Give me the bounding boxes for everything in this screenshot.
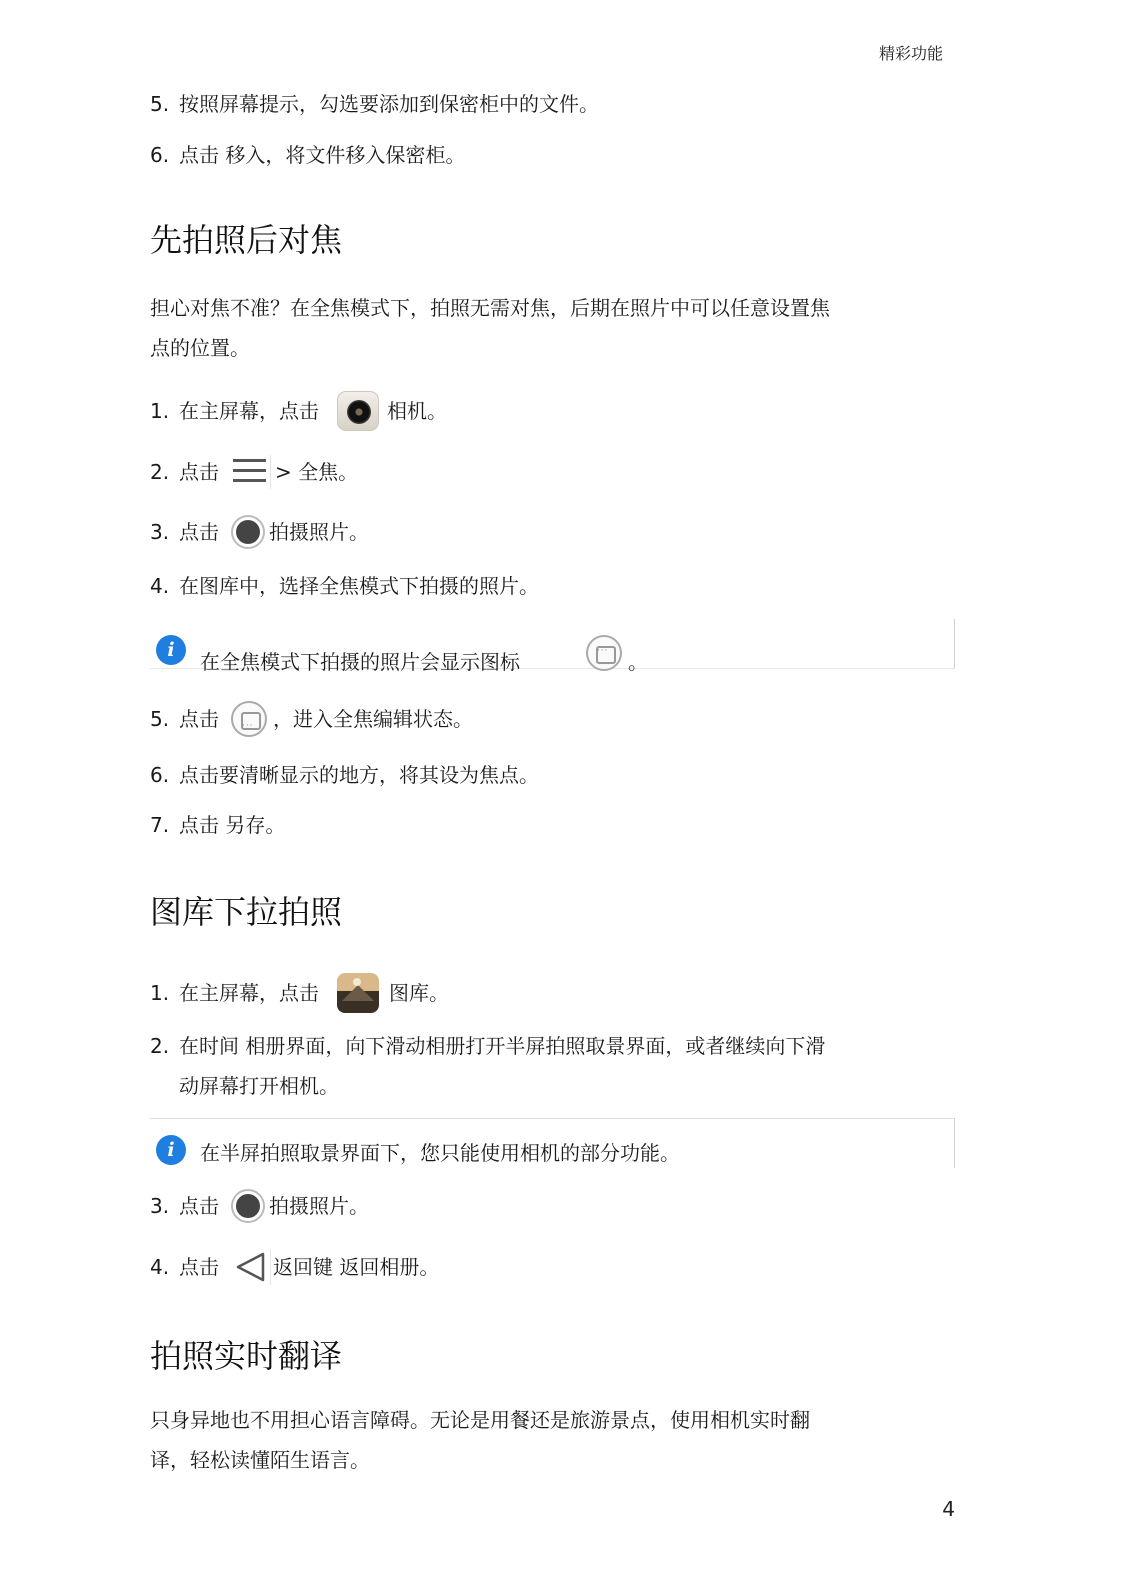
step-number: 5. — [150, 707, 170, 731]
back-icon — [231, 1249, 271, 1285]
all-focus-icon — [231, 701, 267, 737]
camera-app-icon — [337, 391, 379, 431]
step-text: 在主屏幕，点击 — [179, 399, 319, 423]
section-title: 拍照实时翻译 — [150, 1337, 343, 1375]
section-intro — [150, 1400, 890, 1480]
step-text: 点击 — [179, 1255, 219, 1279]
step-text: 返回键 返回相册。 — [273, 1255, 440, 1279]
list-item — [150, 969, 449, 1017]
list-item — [150, 452, 358, 492]
step-number: 1. — [150, 981, 170, 1005]
step-number: 5. — [150, 92, 170, 116]
info-note — [150, 619, 955, 674]
list-item — [150, 1184, 369, 1228]
step-text: 拍摄照片。 — [269, 520, 369, 544]
intro-line: 担心对焦不准？在全焦模式下，拍照无需对焦，后期在照片中可以任意设置焦 — [150, 296, 830, 320]
section-title: 图库下拉拍照 — [150, 893, 343, 931]
step-text: 相机。 — [387, 399, 447, 423]
shutter-icon — [231, 515, 265, 549]
step-text: 在图库中，选择全焦模式下拍摄的照片。 — [179, 574, 539, 598]
list-item — [150, 512, 369, 552]
step-text: 点击 移入，将文件移入保密柜。 — [179, 143, 466, 167]
all-focus-icon — [586, 635, 622, 671]
step-number: 3. — [150, 520, 170, 544]
list-item — [150, 90, 599, 118]
section-title: 先拍照后对焦 — [150, 221, 343, 259]
step-number: 2. — [150, 1034, 170, 1058]
list-item — [150, 388, 447, 434]
step-text: 动屏幕打开相机。 — [179, 1074, 339, 1098]
step-text: 在主屏幕，点击 — [179, 981, 319, 1005]
list-item — [150, 572, 539, 600]
note-text: 在半屏拍照取景界面下，您只能使用相机的部分功能。 — [200, 1141, 680, 1165]
info-icon: i — [156, 635, 186, 665]
info-note — [150, 1118, 955, 1168]
step-text: 点击 — [179, 520, 219, 544]
step-number: 1. — [150, 399, 170, 423]
step-number: 2. — [150, 460, 170, 484]
intro-line: 译，轻松读懂陌生语言。 — [150, 1448, 370, 1472]
step-text: ，进入全焦编辑状态。 — [273, 707, 473, 731]
step-text: 点击 — [179, 460, 219, 484]
intro-line: 点的位置。 — [150, 336, 250, 360]
gallery-app-icon — [337, 973, 379, 1013]
list-item — [150, 1026, 910, 1106]
step-text: 点击 另存。 — [179, 813, 286, 837]
list-item — [150, 811, 285, 839]
step-text: 点击 — [179, 707, 219, 731]
page-header: 精彩功能 — [878, 44, 943, 63]
list-item — [150, 761, 539, 789]
shutter-icon — [231, 1189, 265, 1223]
step-text: 点击要清晰显示的地方，将其设为焦点。 — [179, 763, 539, 787]
step-text: 点击 — [179, 1194, 219, 1218]
step-text: 拍摄照片。 — [269, 1194, 369, 1218]
step-number: 3. — [150, 1194, 170, 1218]
menu-icon — [227, 455, 271, 489]
note-suffix: 。 — [628, 650, 648, 674]
list-item — [150, 697, 473, 741]
step-number: 4. — [150, 574, 170, 598]
info-icon: i — [156, 1135, 186, 1165]
intro-line: 只身异地也不用担心语言障碍。无论是用餐还是旅游景点，使用相机实时翻 — [150, 1408, 810, 1432]
step-number: 7. — [150, 813, 170, 837]
note-text: 在全焦模式下拍摄的照片会显示图标 — [200, 650, 520, 674]
section-intro — [150, 288, 890, 368]
step-text: > 全焦。 — [275, 460, 359, 484]
step-number: 4. — [150, 1255, 170, 1279]
page-number: 4 — [942, 1497, 955, 1521]
list-item — [150, 1246, 439, 1288]
step-number: 6. — [150, 763, 170, 787]
list-item — [150, 141, 465, 169]
step-text: 在时间 相册界面，向下滑动相册打开半屏拍照取景界面，或者继续向下滑 — [179, 1034, 826, 1058]
step-number: 6. — [150, 143, 170, 167]
step-text: 按照屏幕提示，勾选要添加到保密柜中的文件。 — [179, 92, 599, 116]
step-text: 图库。 — [389, 981, 449, 1005]
